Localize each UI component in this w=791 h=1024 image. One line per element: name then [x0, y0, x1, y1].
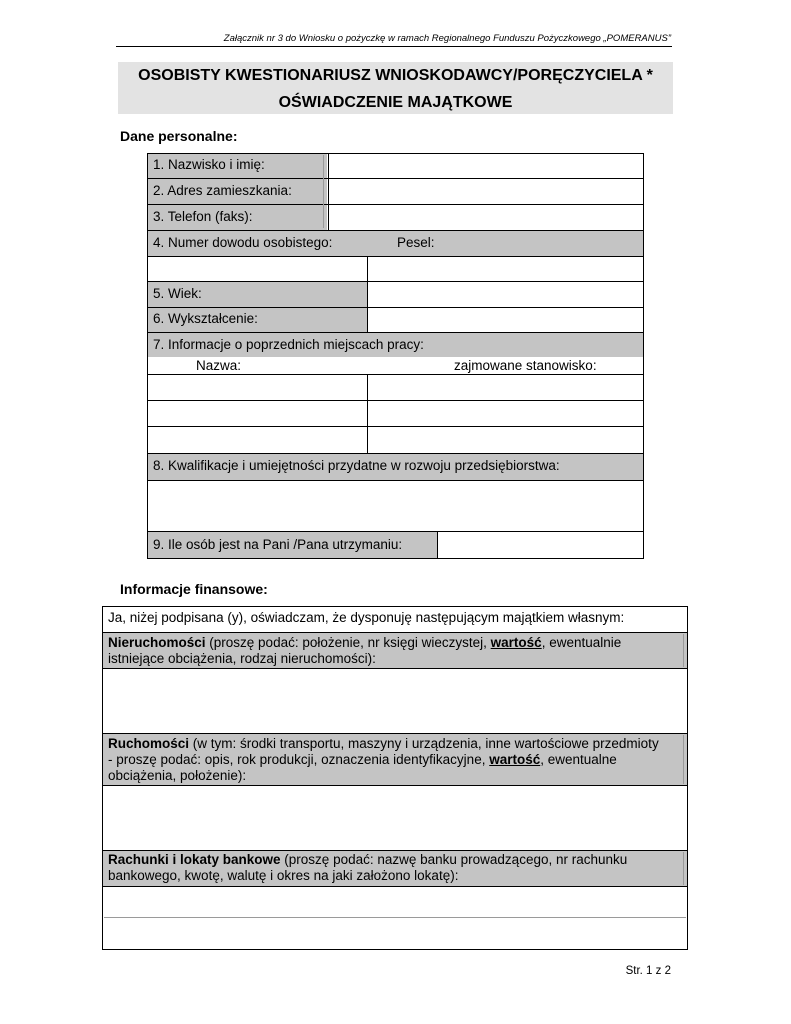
age-field[interactable]: [368, 282, 643, 307]
column-divider-shadow: [323, 155, 324, 228]
address-field[interactable]: [329, 179, 643, 204]
bank-heading: Rachunki i lokaty bankowe: [108, 852, 281, 867]
field-label-name: 1. Nazwisko i imię:: [153, 157, 265, 172]
row-divider: [147, 453, 644, 454]
movables-instructions: (w tym: środki transportu, maszyny i urządzenia, inne wartościowe przedmioty - proszę podać: opis, rok produkcji, oznaczenia identyfikacyjne,: [108, 736, 659, 767]
cell-shadow: [683, 735, 684, 784]
name-field[interactable]: [329, 154, 643, 178]
row-divider: [147, 332, 644, 333]
position-field[interactable]: [368, 401, 643, 426]
bank-accounts-field[interactable]: [103, 887, 687, 949]
row-divider: [102, 733, 688, 734]
employer-name-field[interactable]: [148, 401, 367, 426]
movables-value-emphasis: wartość: [489, 752, 541, 767]
row-divider: [102, 850, 688, 851]
header-divider: [116, 46, 672, 47]
movables-heading: Ruchomości: [108, 736, 190, 751]
movables-instructions-cont: , ewentualne obciążenia, położenie):: [108, 752, 617, 783]
id-number-field[interactable]: [148, 257, 367, 281]
field-label-phone: 3. Telefon (faks):: [153, 209, 253, 224]
column-label-employer-name: Nazwa:: [196, 358, 242, 373]
employer-name-field[interactable]: [148, 375, 367, 400]
section-heading-personal: Dane personalne:: [120, 128, 238, 144]
field-label-education: 6. Wykształcenie:: [153, 311, 258, 326]
real-estate-heading: Nieruchomości: [108, 635, 206, 650]
row-divider: [102, 632, 688, 633]
field-label-address: 2. Adres zamieszkania:: [153, 183, 292, 198]
real-estate-instructions-cont: , ewentualnie istniejące obciążenia, rodzaj nieruchomości):: [108, 635, 622, 666]
field-label-qualifications: 8. Kwalifikacje i umiejętności przydatne w rozwoju przedsiębiorstwa:: [153, 458, 560, 473]
cell-shadow: [683, 852, 684, 885]
education-field[interactable]: [368, 308, 643, 332]
movables-label: [108, 736, 666, 784]
real-estate-label: [108, 635, 680, 667]
field-label-id-number: 4. Numer dowodu osobistego:: [153, 235, 333, 250]
real-estate-field[interactable]: [103, 669, 687, 733]
page-title: OSOBISTY KWESTIONARIUSZ WNIOSKODAWCY/PORĘCZYCIELA *: [138, 67, 653, 84]
pesel-field[interactable]: [368, 257, 643, 281]
employer-name-field[interactable]: [148, 427, 367, 453]
field-label-previous-jobs: 7. Informacje o poprzednich miejscach pracy:: [153, 337, 424, 352]
movables-field[interactable]: [103, 786, 687, 850]
bank-label: [108, 852, 680, 884]
page-number: Str. 1 z 2: [625, 965, 671, 977]
cell-shadow: [683, 634, 684, 667]
dependents-field[interactable]: [438, 532, 643, 558]
position-field[interactable]: [368, 427, 643, 453]
position-field[interactable]: [368, 375, 643, 400]
real-estate-value-emphasis: wartość: [490, 635, 542, 650]
bank-instructions: (proszę podać: nazwę banku prowadzącego, nr rachunku bankowego, kwotę, walutę i okres na jaki założono lokatę):: [108, 852, 628, 883]
finance-intro: Ja, niżej podpisana (y), oświadczam, że dysponuję następującym majątkiem własnym:: [108, 610, 625, 625]
field-label-age: 5. Wiek:: [153, 286, 202, 301]
column-label-position: zajmowane stanowisko:: [454, 358, 597, 373]
row-divider: [147, 230, 644, 231]
section-heading-finance: Informacje finansowe:: [120, 581, 268, 597]
page-subtitle: OŚWIADCZENIE MAJĄTKOWE: [278, 94, 513, 111]
phone-field[interactable]: [329, 205, 643, 230]
header-note: Załącznik nr 3 do Wniosku o pożyczkę w ramach Regionalnego Funduszu Pożyczkowego „POMERANUS”: [223, 33, 671, 44]
field-label-pesel: Pesel:: [397, 235, 435, 250]
real-estate-instructions: (proszę podać: położenie, nr księgi wieczystej,: [205, 635, 491, 650]
qualifications-field[interactable]: [148, 481, 643, 531]
field-label-dependents: 9. Ile osób jest na Pani /Pana utrzymaniu:: [153, 537, 403, 552]
